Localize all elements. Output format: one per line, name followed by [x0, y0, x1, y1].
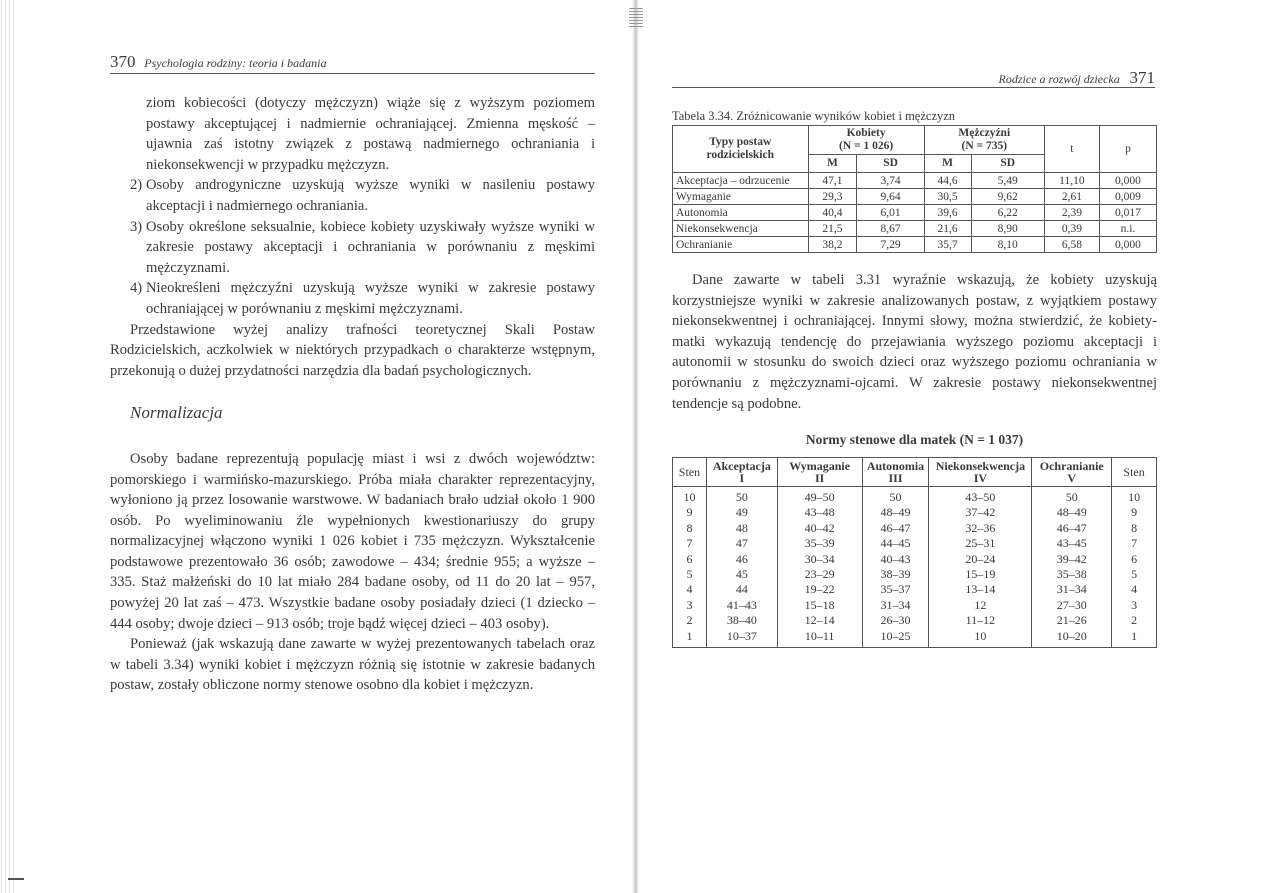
acceptance-cell: 46: [706, 552, 777, 567]
acceptance-cell: 49: [706, 505, 777, 520]
table-row: [673, 629, 1157, 648]
sten-cell: 9: [673, 505, 707, 520]
sten-cell: 4: [673, 582, 707, 597]
autonomy-cell: 44–45: [862, 536, 929, 551]
sten-cell: 3: [1112, 598, 1157, 613]
paragraph: Przedstawione wyżej analizy trafności teoretycznej Skali Postaw Rodzicielskich, aczkolwiek w niektórych przypadkach o charakterze wstępnym, przekonują o dużej przydatności narzędzia dla badań psychologicznych.: [110, 321, 595, 379]
sten-cell: 10: [1112, 487, 1157, 506]
header-sten-right: Sten: [1112, 458, 1157, 487]
t-value: 6,58: [1044, 237, 1099, 253]
sten-cell: 5: [1112, 567, 1157, 582]
list-item: [110, 278, 595, 319]
demanding-cell: 19–22: [777, 582, 862, 597]
men-mean: 39,6: [924, 205, 971, 221]
gutter-scan-mark: [629, 8, 643, 28]
women-sd: 8,67: [857, 221, 924, 237]
page-number-left: 370: [110, 52, 136, 71]
p-value: 0,000: [1099, 237, 1156, 253]
row-label: Akceptacja – odrzucenie: [673, 173, 809, 189]
table-row: [673, 173, 1157, 189]
sten-norms-title: Normy stenowe dla matek (N = 1 037): [805, 432, 1024, 447]
scanned-page-edge: [0, 0, 14, 893]
women-mean: 29,3: [808, 189, 857, 205]
sten-cell: 10: [673, 487, 707, 506]
running-head-right: [672, 67, 1155, 88]
numbered-list: [110, 175, 595, 319]
p-value: 0,017: [1099, 205, 1156, 221]
men-mean: 44,6: [924, 173, 971, 189]
list-item: [110, 217, 595, 279]
t-value: 2,39: [1044, 205, 1099, 221]
table-row: [673, 237, 1157, 253]
inconsistency-cell: 32–36: [929, 521, 1032, 536]
left-page: [110, 53, 595, 696]
sten-cell: 3: [673, 598, 707, 613]
list-item-number: 3): [130, 218, 143, 235]
gender-differences-table: [672, 125, 1157, 253]
sten-cell: 5: [673, 567, 707, 582]
sten-cell: 8: [673, 521, 707, 536]
men-mean: 30,5: [924, 189, 971, 205]
protection-cell: 50: [1032, 487, 1112, 506]
header-men-m: M: [924, 155, 971, 173]
header-men: Mężczyźni (N = 735): [924, 126, 1044, 155]
table-row: [673, 613, 1157, 628]
left-body-text: [110, 93, 595, 696]
sten-cell: 1: [1112, 629, 1157, 648]
autonomy-cell: 31–34: [862, 598, 929, 613]
sten-cell: 2: [673, 613, 707, 628]
autonomy-cell: 10–25: [862, 629, 929, 648]
t-value: 0,39: [1044, 221, 1099, 237]
right-body-paragraph: Dane zawarte w tabeli 3.31 wyraźnie wskazują, że kobiety uzyskują korzystniejsze wyniki w zakresie analizowanych postaw, z wyjątkiem postawy niekonsekwentnej i ochraniającej. Innymi słowy, można stwierdzić, że kobiety-matki wykazują tendencję do przejawiania wyższego poziomu akceptacji i autonomii w stosunku do swoich dzieci oraz wyższego poziomu ochraniania w porównaniu z mężczyznami-ojcami. W zakresie postawy niekonsekwentnej tendencje są podobne.: [672, 272, 1157, 412]
header-women-m: M: [808, 155, 857, 173]
inconsistency-cell: 37–42: [929, 505, 1032, 520]
protection-cell: 43–45: [1032, 536, 1112, 551]
acceptance-cell: 47: [706, 536, 777, 551]
header-autonomy: Autonomia III: [862, 458, 929, 487]
autonomy-cell: 48–49: [862, 505, 929, 520]
men-sd: 8,10: [971, 237, 1044, 253]
men-mean: 21,6: [924, 221, 971, 237]
inconsistency-cell: 10: [929, 629, 1032, 648]
demanding-cell: 35–39: [777, 536, 862, 551]
table-row: [673, 521, 1157, 536]
protection-cell: 35–38: [1032, 567, 1112, 582]
acceptance-cell: 41–43: [706, 598, 777, 613]
t-value: 2,61: [1044, 189, 1099, 205]
acceptance-cell: 10–37: [706, 629, 777, 648]
men-mean: 35,7: [924, 237, 971, 253]
table-row: [673, 487, 1157, 506]
table-row: [673, 205, 1157, 221]
scan-corner-mark: [8, 878, 24, 880]
protection-cell: 46–47: [1032, 521, 1112, 536]
women-sd: 6,01: [857, 205, 924, 221]
header-sten-left: Sten: [673, 458, 707, 487]
table-caption: Tabela 3.34. Zróżnicowanie wyników kobiet i mężczyzn: [672, 109, 956, 123]
running-head-left: [110, 53, 595, 74]
sten-cell: 1: [673, 629, 707, 648]
inconsistency-cell: 13–14: [929, 582, 1032, 597]
acceptance-cell: 45: [706, 567, 777, 582]
women-mean: 21,5: [808, 221, 857, 237]
women-sd: 7,29: [857, 237, 924, 253]
women-mean: 47,1: [808, 173, 857, 189]
acceptance-cell: 50: [706, 487, 777, 506]
demanding-cell: 12–14: [777, 613, 862, 628]
header-protection: Ochranianie V: [1032, 458, 1112, 487]
paragraph: Osoby badane reprezentują populację miast i wsi z dwóch województw: pomorskiego i warmińsko-mazurskiego. Próba miała charakter reprezentacyjny, wyłoniono ją przez losowanie warstwowe. W badaniach brało udział około 1 900 osób. Po wyeliminowaniu źle wypełnionych kwestionariuszy do grupy normalizacyjnej włączono wyniki 1 026 kobiet i 735 mężczyzn. Wykształcenie podstawowe prezentowało 36 osób; zawodowe – 434; średnie 955; a wyższe – 335. Staż małżeński do 10 lat miało 284 badane osoby, od 11 do 20 lat – 957, powyżej 20 lat zaś – 473. Wszystkie badane osoby posiadały dzieci (1 dziecko – 444 osoby; dwoje dzieci – 913 osób; troje bądź więcej dzieci – 403 osoby).: [110, 450, 595, 632]
list-item-number: 4): [130, 280, 143, 297]
list-item-number: 2): [130, 177, 143, 194]
women-sd: 3,74: [857, 173, 924, 189]
list-item: [110, 175, 595, 216]
inconsistency-cell: 20–24: [929, 552, 1032, 567]
running-title-right: Rodzice a rozwój dziecka: [998, 72, 1120, 86]
protection-cell: 21–26: [1032, 613, 1112, 628]
header-demanding: Wymaganie II: [777, 458, 862, 487]
sten-norms-table: [672, 457, 1157, 648]
running-title-left: Psychologia rodziny: teoria i badania: [144, 56, 327, 70]
autonomy-cell: 35–37: [862, 582, 929, 597]
row-label: Autonomia: [673, 205, 809, 221]
header-t: t: [1044, 126, 1099, 173]
sten-cell: 9: [1112, 505, 1157, 520]
row-label: Niekonsekwencja: [673, 221, 809, 237]
acceptance-cell: 38–40: [706, 613, 777, 628]
inconsistency-cell: 15–19: [929, 567, 1032, 582]
protection-cell: 39–42: [1032, 552, 1112, 567]
row-label: Ochranianie: [673, 237, 809, 253]
table-row: [673, 567, 1157, 582]
autonomy-cell: 40–43: [862, 552, 929, 567]
table-row: [673, 189, 1157, 205]
demanding-cell: 10–11: [777, 629, 862, 648]
sten-cell: 4: [1112, 582, 1157, 597]
protection-cell: 10–20: [1032, 629, 1112, 648]
acceptance-cell: 44: [706, 582, 777, 597]
men-sd: 5,49: [971, 173, 1044, 189]
page-number-right: 371: [1129, 68, 1155, 87]
list-item-continuation: ziom kobiecości (dotyczy mężczyzn) wiąże się z wyższym poziomem postawy akceptującej i nadmiernie ochraniającej. Zmienna męskość – ujawnia zaś istotny związek z postawą nadmiernego ochraniania i niekonsekwencji w przypadku mężczyzn.: [146, 95, 595, 173]
protection-cell: 48–49: [1032, 505, 1112, 520]
protection-cell: 31–34: [1032, 582, 1112, 597]
demanding-cell: 23–29: [777, 567, 862, 582]
paragraph: Ponieważ (jak wskazują dane zawarte w wyżej prezentowanych tabelach oraz w tabeli 3.34) wyniki kobiet i mężczyzn różnią się istotnie w zakresie badanych postaw, zostały obliczone normy stenowe osobno dla kobiet i mężczyzn.: [110, 636, 595, 694]
protection-cell: 27–30: [1032, 598, 1112, 613]
section-heading: Normalizacja: [130, 403, 223, 423]
table-row: [673, 598, 1157, 613]
row-label: Wymaganie: [673, 189, 809, 205]
p-value: 0,000: [1099, 173, 1156, 189]
header-women: Kobiety (N = 1 026): [808, 126, 924, 155]
header-inconsistency: Niekonsekwencja IV: [929, 458, 1032, 487]
sten-cell: 6: [1112, 552, 1157, 567]
men-sd: 8,90: [971, 221, 1044, 237]
autonomy-cell: 26–30: [862, 613, 929, 628]
sten-cell: 6: [673, 552, 707, 567]
demanding-cell: 40–42: [777, 521, 862, 536]
t-value: 11,10: [1044, 173, 1099, 189]
book-gutter: [632, 0, 639, 893]
inconsistency-cell: 43–50: [929, 487, 1032, 506]
autonomy-cell: 46–47: [862, 521, 929, 536]
header-acceptance: Akceptacja I: [706, 458, 777, 487]
table-row: [673, 552, 1157, 567]
inconsistency-cell: 11–12: [929, 613, 1032, 628]
women-sd: 9,64: [857, 189, 924, 205]
list-item-text: Osoby określone seksualnie, kobiece kobiety uzyskiwały wyższe wyniki w zakresie postawy akceptacji i ochraniania w porównaniu z męskimi mężczyznami.: [146, 218, 595, 276]
autonomy-cell: 50: [862, 487, 929, 506]
table-row: [673, 221, 1157, 237]
demanding-cell: 49–50: [777, 487, 862, 506]
sten-cell: 2: [1112, 613, 1157, 628]
demanding-cell: 15–18: [777, 598, 862, 613]
table-row: [673, 582, 1157, 597]
women-mean: 38,2: [808, 237, 857, 253]
sten-cell: 7: [673, 536, 707, 551]
sten-cell: 7: [1112, 536, 1157, 551]
inconsistency-cell: 12: [929, 598, 1032, 613]
inconsistency-cell: 25–31: [929, 536, 1032, 551]
demanding-cell: 43–48: [777, 505, 862, 520]
list-item-text: Nieokreśleni mężczyźni uzyskują wyższe wyniki w zakresie postawy ochraniającej w porównaniu z męskimi mężczyznami.: [146, 280, 595, 317]
header-men-sd: SD: [971, 155, 1044, 173]
list-item-text: Osoby androgyniczne uzyskują wyższe wyniki w nasileniu postawy akceptacji i nadmiernego ochraniania.: [146, 177, 595, 214]
demanding-cell: 30–34: [777, 552, 862, 567]
women-mean: 40,4: [808, 205, 857, 221]
sten-cell: 8: [1112, 521, 1157, 536]
table-row: [673, 536, 1157, 551]
header-p: p: [1099, 126, 1156, 173]
p-value: 0,009: [1099, 189, 1156, 205]
header-women-sd: SD: [857, 155, 924, 173]
autonomy-cell: 38–39: [862, 567, 929, 582]
acceptance-cell: 48: [706, 521, 777, 536]
table-row: [673, 505, 1157, 520]
header-parental-attitudes: Typy postaw rodzicielskich: [673, 126, 809, 173]
men-sd: 9,62: [971, 189, 1044, 205]
men-sd: 6,22: [971, 205, 1044, 221]
p-value: n.i.: [1099, 221, 1156, 237]
